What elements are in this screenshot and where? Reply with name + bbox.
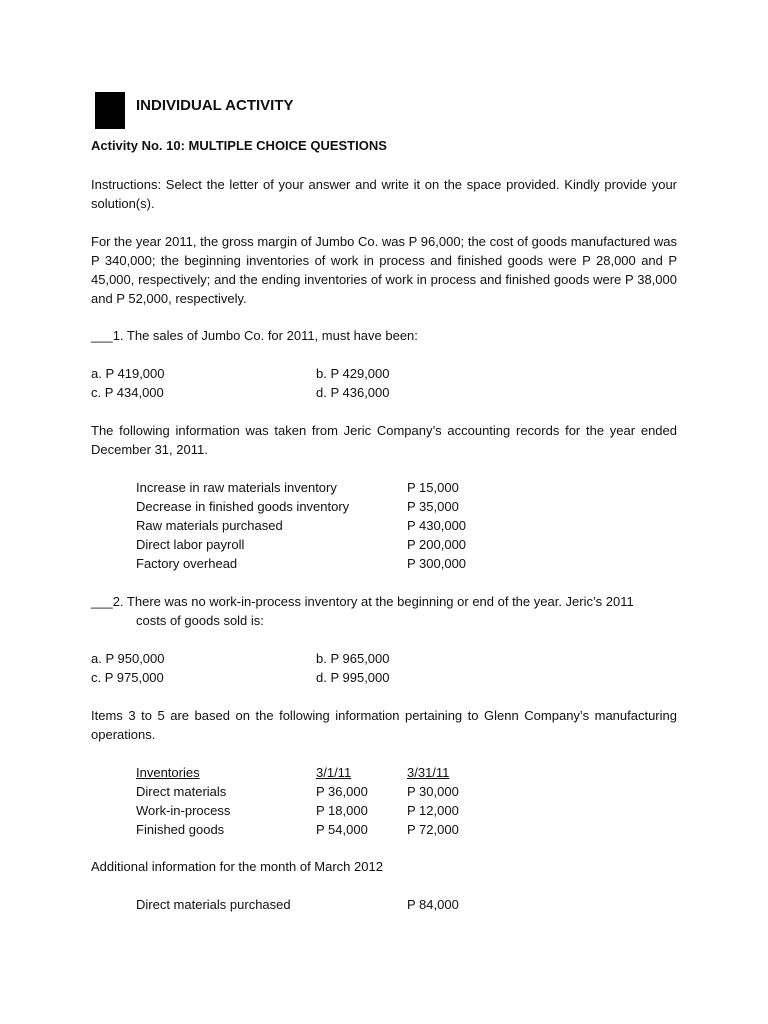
q1-option-b: b. P 429,000 <box>316 366 390 381</box>
jumbo-problem-paragraph: For the year 2011, the gross margin of Jumbo Co. was P 96,000; the cost of goods manufactured was P 340,000; the beginning inventories of work in process and finished goods were P 28,000 and P 45,000, respectively; and the ending inventories of work in process and finished goods were P 38,000 and P 52,000, respectively. <box>91 234 677 306</box>
additional-item-label: Direct materials purchased <box>136 897 291 912</box>
jeric-item-value: P 300,000 <box>407 556 467 571</box>
q1-option-d: d. P 436,000 <box>316 385 390 400</box>
jeric-item-label: Direct labor payroll <box>136 537 245 552</box>
question-1 <box>91 326 418 345</box>
table-cell: P 30,000 <box>407 784 459 799</box>
jeric-item-value: P 15,000 <box>407 480 459 495</box>
q2-option-d: d. P 995,000 <box>316 670 390 685</box>
date-header-end: 3/31/11 <box>407 765 450 780</box>
page-title: INDIVIDUAL ACTIVITY <box>136 97 294 114</box>
table-cell: P 36,000 <box>316 784 368 799</box>
q2-option-a: a. P 950,000 <box>91 651 165 666</box>
instructions-paragraph: Instructions: Select the letter of your answer and write it on the space provided. Kindly provide your solution(s). <box>91 177 677 211</box>
jeric-item-label: Factory overhead <box>136 556 238 571</box>
jeric-item-label: Increase in raw materials inventory <box>136 480 337 495</box>
date-header-begin: 3/1/11 <box>316 765 352 780</box>
jeric-item-value: P 430,000 <box>407 518 467 533</box>
table-cell: P 72,000 <box>407 822 459 837</box>
jeric-item-label: Raw materials purchased <box>136 518 283 533</box>
table-cell: P 54,000 <box>316 822 368 837</box>
table-row-label: Finished goods <box>136 822 225 837</box>
jeric-item-value: P 35,000 <box>407 499 459 514</box>
answer-blank[interactable]: ___ <box>91 594 113 609</box>
question-2-text-cont: costs of goods sold is: <box>136 613 264 628</box>
activity-heading: Activity No. 10: MULTIPLE CHOICE QUESTIONS <box>91 138 387 153</box>
answer-blank[interactable]: ___ <box>91 328 113 343</box>
black-square-marker <box>95 92 125 129</box>
question-2 <box>91 592 634 611</box>
jeric-info-paragraph: The following information was taken from Jeric Company’s accounting records for the year ended December 31, 2011. <box>91 423 677 457</box>
jeric-item-label: Decrease in finished goods inventory <box>136 499 350 514</box>
q2-option-b: b. P 965,000 <box>316 651 390 666</box>
question-1-text: 1. The sales of Jumbo Co. for 2011, must have been: <box>112 328 418 343</box>
q1-option-c: c. P 434,000 <box>91 385 164 400</box>
table-row-label: Work-in-process <box>136 803 231 818</box>
q2-option-c: c. P 975,000 <box>91 670 164 685</box>
additional-info-heading: Additional information for the month of March 2012 <box>91 859 383 874</box>
table-cell: P 18,000 <box>316 803 368 818</box>
glenn-info-paragraph: Items 3 to 5 are based on the following information pertaining to Glenn Company’s manufacturing operations. <box>91 708 677 742</box>
additional-item-value: P 84,000 <box>407 897 459 912</box>
q1-option-a: a. P 419,000 <box>91 366 165 381</box>
inventories-header: Inventories <box>136 765 200 780</box>
jeric-item-value: P 200,000 <box>407 537 467 552</box>
table-cell: P 12,000 <box>407 803 459 818</box>
question-2-text: 2. There was no work-in-process inventory at the beginning or end of the year. Jeric’s 2011 <box>112 594 634 609</box>
table-row-label: Direct materials <box>136 784 227 799</box>
